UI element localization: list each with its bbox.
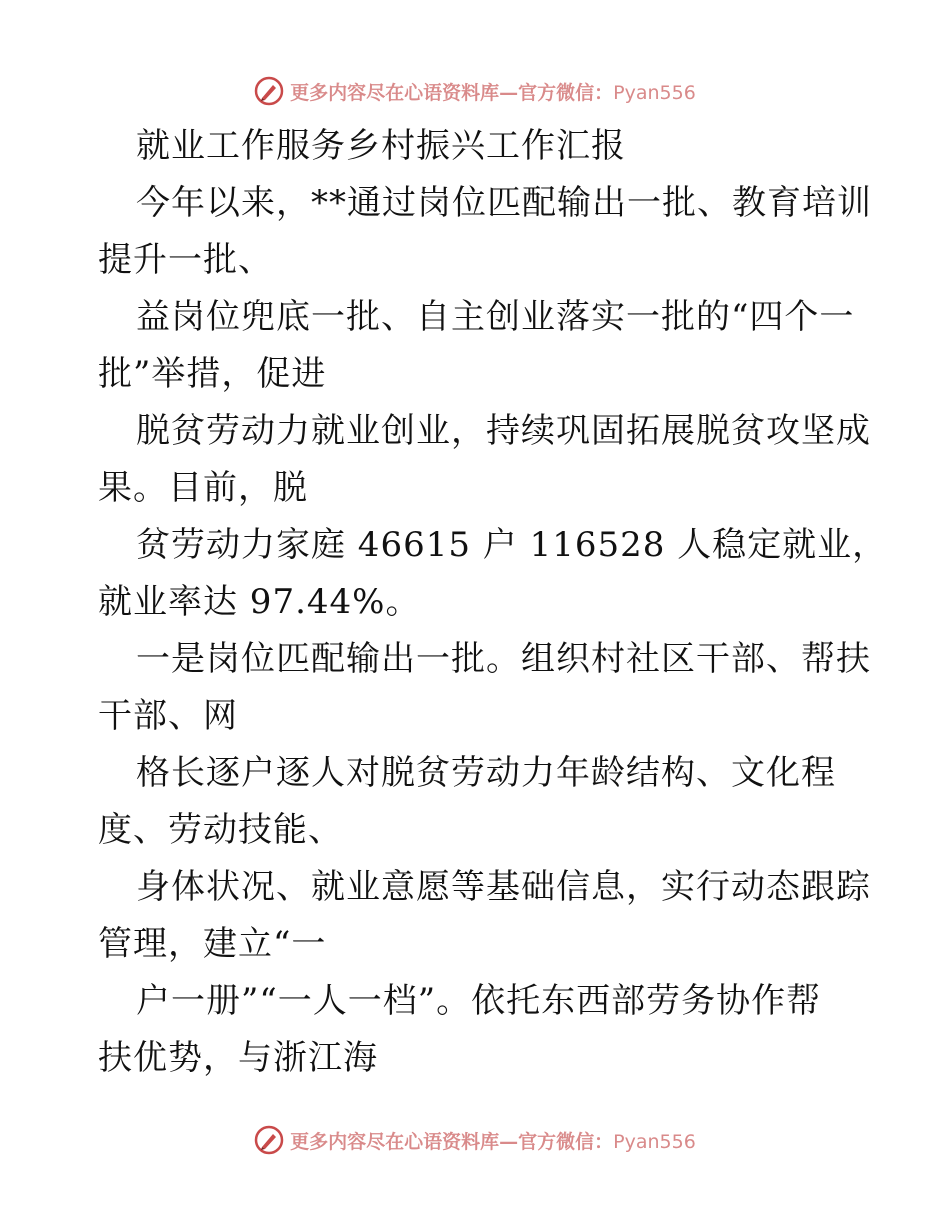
text-line: 身体状况、就业意愿等基础信息，实行动态跟踪 bbox=[136, 867, 871, 907]
watermark-banner-top bbox=[0, 73, 950, 109]
text-line: 管理，建立“一 bbox=[98, 924, 327, 964]
text-line: 度、劳动技能、 bbox=[98, 810, 343, 850]
text-line: 就业工作服务乡村振兴工作汇报 bbox=[136, 126, 626, 166]
text-line: 格长逐户逐人对脱贫劳动力年龄结构、文化程 bbox=[136, 753, 836, 793]
text-line: 干部、网 bbox=[98, 696, 238, 736]
text-line: 今年以来，**通过岗位匹配输出一批、教育培训 bbox=[136, 183, 872, 223]
watermark-text: 更多内容尽在心语资料库—官方微信：Pyan556 bbox=[290, 1130, 696, 1153]
watermark-banner-bottom bbox=[0, 1122, 950, 1158]
text-line: 就业率达 97.44%。 bbox=[98, 582, 421, 622]
text-line: 果。目前，脱 bbox=[98, 468, 308, 508]
text-line: 批”举措，促进 bbox=[98, 354, 327, 394]
text-line: 益岗位兜底一批、自主创业落实一批的“四个一 bbox=[136, 297, 855, 337]
text-line: 扶优势，与浙江海 bbox=[98, 1038, 378, 1078]
pen-logo-icon bbox=[254, 1125, 284, 1155]
text-line: 户一册”“一人一档”。依托东西部劳务协作帮 bbox=[136, 981, 822, 1021]
text-line: 脱贫劳动力就业创业，持续巩固拓展脱贫攻坚成 bbox=[136, 411, 871, 451]
text-line: 提升一批、 bbox=[98, 240, 273, 280]
text-line: 贫劳动力家庭 46615 户 116528 人稳定就业， bbox=[136, 525, 888, 565]
watermark-text: 更多内容尽在心语资料库—官方微信：Pyan556 bbox=[290, 81, 696, 104]
pen-logo-icon bbox=[254, 76, 284, 106]
text-line: 一是岗位匹配输出一批。组织村社区干部、帮扶 bbox=[136, 639, 871, 679]
document-body bbox=[98, 118, 888, 1087]
